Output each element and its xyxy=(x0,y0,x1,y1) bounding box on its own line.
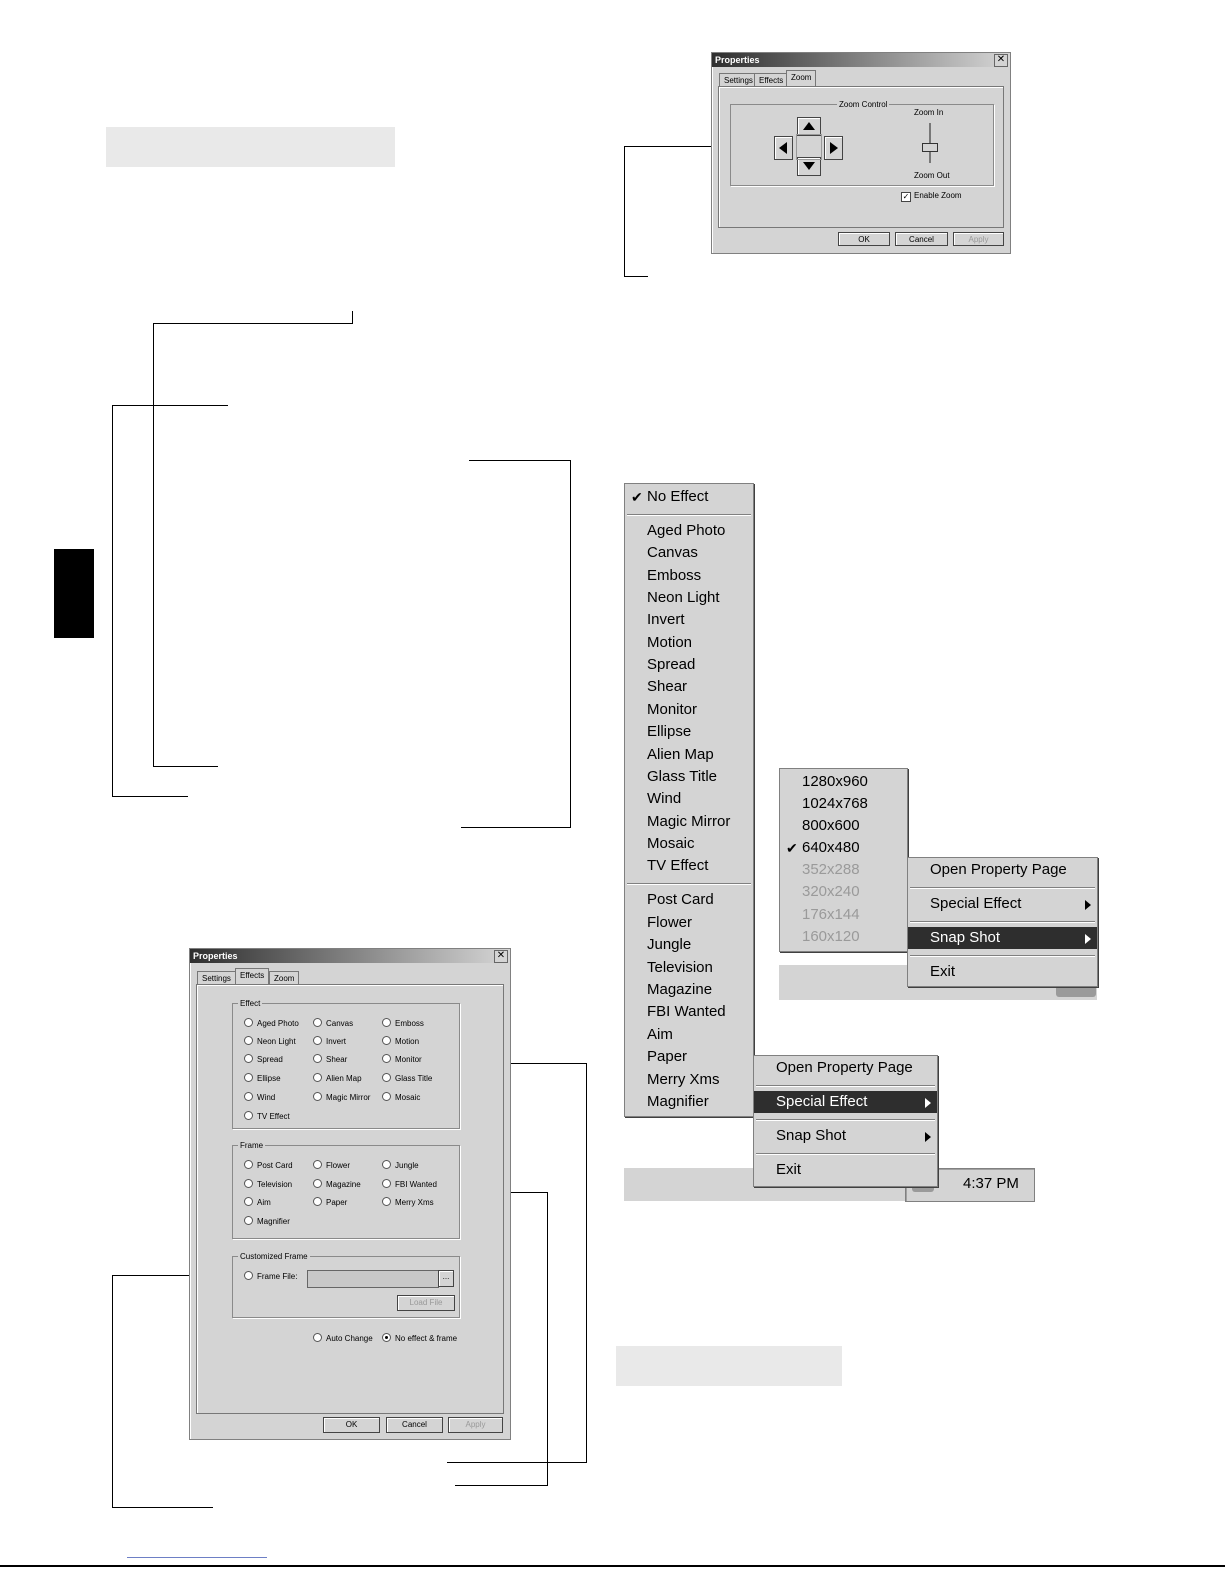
enable-zoom-label: Enable Zoom xyxy=(914,191,962,200)
radio-circle xyxy=(313,1054,322,1063)
tab-settings[interactable]: Settings xyxy=(197,971,236,984)
radio-circle xyxy=(382,1073,391,1082)
radio-alien-map[interactable]: Alien Map xyxy=(313,1073,362,1084)
menu-item-snap-shot[interactable]: Snap Shot xyxy=(908,927,1097,949)
checkmark-icon: ✔ xyxy=(631,489,643,505)
radio-circle xyxy=(244,1054,253,1063)
radio-emboss[interactable]: Emboss xyxy=(382,1018,424,1029)
submenu-arrow-icon xyxy=(925,1098,931,1108)
arrow-right-icon xyxy=(830,142,838,154)
submenu-arrow-icon xyxy=(925,1132,931,1142)
menu-item-tv-effect[interactable]: TV Effect xyxy=(647,857,709,874)
zoom-in-label: Zoom In xyxy=(914,108,944,117)
menu-item-no-effect[interactable]: ✔ No Effect xyxy=(625,486,753,508)
menu-item-exit[interactable]: Exit xyxy=(930,963,956,980)
radio-circle xyxy=(313,1092,322,1101)
radio-circle-selected xyxy=(382,1333,391,1342)
radio-merry-xms[interactable]: Merry Xms xyxy=(382,1197,434,1208)
load-file-button[interactable]: Load File xyxy=(397,1295,455,1311)
menu-item-paper[interactable]: Paper xyxy=(647,1048,688,1065)
cancel-button[interactable]: Cancel xyxy=(386,1417,443,1433)
radio-circle xyxy=(244,1111,253,1120)
menu-item-magic-mirror[interactable]: Magic Mirror xyxy=(647,813,731,830)
radio-circle xyxy=(244,1179,253,1188)
section-heading-bar-top xyxy=(106,127,395,167)
zoom-properties-dialog xyxy=(711,52,1011,254)
menu-item-magnifier[interactable]: Magnifier xyxy=(647,1093,709,1110)
radio-canvas[interactable]: Canvas xyxy=(313,1018,353,1029)
menu-item-alien-map[interactable]: Alien Map xyxy=(647,746,714,763)
menu-separator xyxy=(756,1153,935,1155)
menu-item-open-property-page[interactable]: Open Property Page xyxy=(776,1059,913,1076)
menu-item-res-1280x960[interactable]: 1280x960 xyxy=(802,773,868,790)
radio-post-card[interactable]: Post Card xyxy=(244,1160,293,1171)
radio-circle xyxy=(244,1271,253,1280)
menu-item-emboss[interactable]: Emboss xyxy=(647,567,702,584)
tab-effects[interactable]: Effects xyxy=(235,968,269,984)
radio-jungle[interactable]: Jungle xyxy=(382,1160,419,1171)
arrow-left-icon xyxy=(779,142,787,154)
radio-flower[interactable]: Flower xyxy=(313,1160,350,1171)
pan-left-button[interactable] xyxy=(774,136,793,160)
radio-circle xyxy=(313,1160,322,1169)
submenu-arrow-icon xyxy=(1085,900,1091,910)
tab-effects[interactable]: Effects xyxy=(754,73,788,86)
radio-spread[interactable]: Spread xyxy=(244,1054,283,1065)
radio-magic-mirror[interactable]: Magic Mirror xyxy=(313,1092,370,1103)
radio-aged-photo[interactable]: Aged Photo xyxy=(244,1018,299,1029)
menu-item-wind[interactable]: Wind xyxy=(647,790,682,807)
menu-item-glass-title[interactable]: Glass Title xyxy=(647,768,718,785)
menu-item-monitor[interactable]: Monitor xyxy=(647,701,698,718)
zoom-slider-thumb[interactable] xyxy=(922,143,938,152)
radio-shear[interactable]: Shear xyxy=(313,1054,347,1065)
effect-group-label: Effect xyxy=(240,999,261,1008)
menu-item-merry-xms[interactable]: Merry Xms xyxy=(647,1071,720,1088)
radio-magazine[interactable]: Magazine xyxy=(313,1179,361,1190)
radio-circle xyxy=(244,1073,253,1082)
radio-aim[interactable]: Aim xyxy=(244,1197,271,1208)
menu-item-res-640x480[interactable]: ✔ 640x480 xyxy=(780,837,907,859)
menu-item-neon-light[interactable]: Neon Light xyxy=(647,589,720,606)
zoom-control-label: Zoom Control xyxy=(839,100,888,109)
menu-item-exit[interactable]: Exit xyxy=(776,1161,802,1178)
menu-item-spread[interactable]: Spread xyxy=(647,656,696,673)
menu-item-fbi-wanted[interactable]: FBI Wanted xyxy=(647,1003,726,1020)
pan-center-frame xyxy=(796,134,822,160)
radio-circle xyxy=(313,1333,322,1342)
pan-right-button[interactable] xyxy=(824,136,843,160)
close-button[interactable]: ✕ xyxy=(494,950,508,963)
checkmark-icon: ✔ xyxy=(786,840,798,856)
menu-item-mosaic[interactable]: Mosaic xyxy=(647,835,695,852)
radio-glass-title[interactable]: Glass Title xyxy=(382,1073,432,1084)
radio-circle xyxy=(382,1160,391,1169)
menu-separator xyxy=(910,921,1095,923)
submenu-arrow-icon xyxy=(1085,934,1091,944)
menu-item-res-352x288: 352x288 xyxy=(802,861,860,878)
snapshot-resolution-menu xyxy=(779,768,908,952)
menu-item-post-card[interactable]: Post Card xyxy=(647,891,714,908)
menu-item-television[interactable]: Television xyxy=(647,959,713,976)
tray-clock[interactable]: 4:37 PM xyxy=(963,1175,1019,1192)
radio-circle xyxy=(382,1018,391,1027)
radio-circle xyxy=(382,1054,391,1063)
dialog-title: Properties xyxy=(712,53,1010,67)
radio-circle xyxy=(382,1197,391,1206)
tray-context-menu-lower xyxy=(753,1055,938,1187)
radio-motion[interactable]: Motion xyxy=(382,1036,419,1047)
ok-button[interactable]: OK xyxy=(323,1417,380,1433)
radio-monitor[interactable]: Monitor xyxy=(382,1054,422,1065)
menu-item-res-160x120: 160x120 xyxy=(802,928,860,945)
arrow-up-icon xyxy=(803,122,815,130)
menu-item-res-1024x768[interactable]: 1024x768 xyxy=(802,795,868,812)
menu-item-magazine[interactable]: Magazine xyxy=(647,981,713,998)
radio-mosaic[interactable]: Mosaic xyxy=(382,1092,420,1103)
tray-context-menu-upper xyxy=(907,857,1098,987)
zoom-out-label: Zoom Out xyxy=(914,171,950,180)
radio-circle xyxy=(244,1018,253,1027)
menu-item-aged-photo[interactable]: Aged Photo xyxy=(647,522,726,539)
radio-fbi-wanted[interactable]: FBI Wanted xyxy=(382,1179,437,1190)
menu-item-shear[interactable]: Shear xyxy=(647,678,688,695)
menu-separator xyxy=(627,883,751,885)
menu-item-canvas[interactable]: Canvas xyxy=(647,544,698,561)
radio-auto-change[interactable]: Auto Change xyxy=(313,1333,373,1344)
radio-neon-light[interactable]: Neon Light xyxy=(244,1036,296,1047)
menu-item-snap-shot[interactable]: Snap Shot xyxy=(754,1125,937,1147)
chapter-edge-tab xyxy=(54,549,94,638)
radio-invert[interactable]: Invert xyxy=(313,1036,346,1047)
close-button[interactable]: ✕ xyxy=(994,54,1008,67)
tab-zoom[interactable]: Zoom xyxy=(786,70,816,86)
browse-button[interactable]: ... xyxy=(438,1270,454,1287)
radio-frame-file[interactable]: Frame File: xyxy=(244,1271,297,1282)
radio-wind[interactable]: Wind xyxy=(244,1092,275,1103)
menu-separator xyxy=(910,887,1095,889)
customized-frame-label: Customized Frame xyxy=(240,1252,308,1261)
radio-circle xyxy=(244,1036,253,1045)
menu-item-invert[interactable]: Invert xyxy=(647,611,685,628)
radio-circle xyxy=(244,1160,253,1169)
radio-paper[interactable]: Paper xyxy=(313,1197,347,1208)
radio-television[interactable]: Television xyxy=(244,1179,292,1190)
radio-tv-effect[interactable]: TV Effect xyxy=(244,1111,290,1122)
radio-magnifier[interactable]: Magnifier xyxy=(244,1216,290,1227)
radio-no-effect-frame[interactable]: No effect & frame xyxy=(382,1333,457,1344)
menu-separator xyxy=(627,514,751,516)
tab-zoom[interactable]: Zoom xyxy=(269,971,299,984)
effects-properties-dialog xyxy=(189,948,511,1440)
radio-circle xyxy=(244,1216,253,1225)
menu-item-jungle[interactable]: Jungle xyxy=(647,936,692,953)
radio-circle xyxy=(382,1092,391,1101)
radio-circle xyxy=(313,1018,322,1027)
radio-circle xyxy=(382,1179,391,1188)
arrow-down-icon xyxy=(803,162,815,170)
menu-item-special-effect[interactable]: Special Effect xyxy=(908,893,1097,915)
radio-circle xyxy=(313,1197,322,1206)
zoom-control-group xyxy=(730,100,994,186)
menu-separator xyxy=(756,1085,935,1087)
dialog-title: Properties xyxy=(190,949,510,963)
ok-button[interactable]: OK xyxy=(838,232,890,246)
radio-ellipse[interactable]: Ellipse xyxy=(244,1073,281,1084)
menu-item-flower[interactable]: Flower xyxy=(647,914,693,931)
menu-item-aim[interactable]: Aim xyxy=(647,1026,673,1043)
radio-circle xyxy=(382,1036,391,1045)
special-effect-menu xyxy=(624,483,754,1117)
cancel-button[interactable]: Cancel xyxy=(895,232,948,246)
menu-item-res-800x600[interactable]: 800x600 xyxy=(802,817,860,834)
radio-circle xyxy=(244,1092,253,1101)
apply-button[interactable]: Apply xyxy=(448,1417,503,1433)
menu-separator xyxy=(910,955,1095,957)
section-heading-bar-bottom xyxy=(616,1346,842,1386)
radio-circle xyxy=(244,1197,253,1206)
menu-item-motion[interactable]: Motion xyxy=(647,634,693,651)
radio-circle xyxy=(313,1073,322,1082)
apply-button[interactable]: Apply xyxy=(953,232,1004,246)
menu-item-res-320x240: 320x240 xyxy=(802,883,860,900)
radio-circle xyxy=(313,1179,322,1188)
frame-file-input[interactable] xyxy=(307,1270,439,1288)
menu-item-res-176x144: 176x144 xyxy=(802,906,860,923)
enable-zoom-checkbox[interactable]: ✓ xyxy=(902,192,910,201)
menu-separator xyxy=(756,1119,935,1121)
menu-item-open-property-page[interactable]: Open Property Page xyxy=(930,861,1067,878)
radio-circle xyxy=(313,1036,322,1045)
menu-item-special-effect[interactable]: Special Effect xyxy=(754,1091,937,1113)
frame-group-label: Frame xyxy=(240,1141,264,1150)
menu-item-ellipse[interactable]: Ellipse xyxy=(647,723,692,740)
tab-settings[interactable]: Settings xyxy=(719,73,758,86)
